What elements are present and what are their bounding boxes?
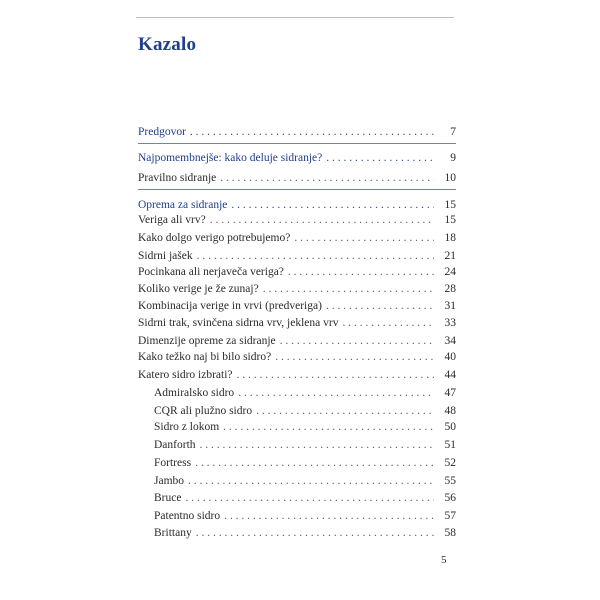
toc-entry-page: 48 — [444, 405, 456, 417]
toc-entry-pravilno-sidranje — [138, 170, 456, 186]
dot-leader — [275, 349, 434, 365]
dot-leader — [288, 264, 434, 280]
toc-entry-label: Kako težko naj bi bilo sidro? — [138, 351, 272, 363]
toc-entry-label: Pravilno sidranje — [138, 172, 217, 184]
toc-entry-label: Patentno sidro — [154, 510, 221, 522]
toc-entry-label: Dimenzije opreme za sidranje — [138, 335, 276, 347]
toc-entry-page: 21 — [444, 250, 456, 262]
toc-entry-page: 34 — [444, 335, 456, 347]
dot-leader — [238, 385, 434, 401]
toc-entry-page: 28 — [444, 283, 456, 295]
toc-entry-page: 31 — [444, 300, 456, 312]
dot-leader — [280, 333, 434, 349]
toc-entry-pocinkana-veriga — [138, 264, 456, 280]
top-rule — [136, 17, 454, 18]
toc-entry-label: Sidrni jašek — [138, 250, 193, 262]
toc-entry-label: Brittany — [154, 527, 192, 539]
toc-entry-kako-tezko-sidro — [138, 349, 456, 365]
toc-entry-label: Kako dolgo verigo potrebujemo? — [138, 232, 291, 244]
toc-entry-page: 7 — [450, 126, 456, 138]
toc-entry-bruce — [138, 490, 456, 506]
toc-entry-brittany — [138, 525, 456, 541]
dot-leader — [210, 212, 434, 228]
toc-entry-page: 57 — [444, 510, 456, 522]
toc-entry-page: 15 — [444, 214, 456, 226]
toc-entry-fortress — [138, 455, 456, 471]
dot-leader — [294, 230, 434, 246]
toc-entry-predgovor — [138, 124, 456, 140]
toc-entry-page: 58 — [444, 527, 456, 539]
toc-entry-sidro-z-lokom — [138, 419, 456, 435]
dot-leader — [197, 248, 434, 264]
toc-entry-najpomembnejse — [138, 150, 456, 166]
toc-entry-dimenzije-opreme — [138, 333, 456, 349]
section-divider — [138, 143, 456, 144]
toc-entry-katero-sidro — [138, 367, 456, 383]
toc-entry-label: Fortress — [154, 457, 192, 469]
dot-leader — [231, 197, 434, 213]
toc-entry-veriga-ali-vrv — [138, 212, 456, 228]
toc-entry-label: Najpomembnejše: kako deluje sidranje? — [138, 152, 323, 164]
toc-entry-page: 18 — [444, 232, 456, 244]
dot-leader — [326, 298, 434, 314]
toc-entry-kako-dolgo-verigo — [138, 230, 456, 246]
toc-entry-label: CQR ali plužno sidro — [154, 405, 253, 417]
section-divider — [138, 189, 456, 190]
toc-entry-kombinacija-verige — [138, 298, 456, 314]
dot-leader — [200, 437, 434, 453]
dot-leader — [185, 490, 434, 506]
toc-entry-label: Sidrni trak, svinčena sidrna vrv, jeklena vrv — [138, 317, 339, 329]
toc-entry-oprema-za-sidranje — [138, 197, 456, 213]
toc-entry-label: Predgovor — [138, 126, 186, 138]
toc-entry-sidrni-trak — [138, 315, 456, 331]
toc-entry-page: 15 — [444, 199, 456, 211]
toc-entry-label: Pocinkana ali nerjaveča veriga? — [138, 266, 284, 278]
dot-leader — [223, 419, 434, 435]
toc-entry-page: 47 — [444, 387, 456, 399]
toc-entry-page: 24 — [444, 266, 456, 278]
toc-entry-danforth — [138, 437, 456, 453]
toc-entry-label: Sidro z lokom — [154, 421, 220, 433]
toc-entry-page: 33 — [444, 317, 456, 329]
toc-entry-page: 50 — [444, 421, 456, 433]
dot-leader — [342, 315, 434, 331]
toc-entry-cqr-sidro — [138, 403, 456, 419]
toc-entry-label: Koliko verige je že zunaj? — [138, 283, 259, 295]
toc-entry-label: Bruce — [154, 492, 182, 504]
toc-entry-page: 55 — [444, 475, 456, 487]
toc-entry-admiralsko-sidro — [138, 385, 456, 401]
toc-entry-label: Jambo — [154, 475, 185, 487]
toc-entry-label: Kombinacija verige in vrvi (predveriga) — [138, 300, 322, 312]
toc-entry-page: 51 — [444, 439, 456, 451]
page-number: 5 — [441, 554, 447, 566]
toc-entry-page: 10 — [444, 172, 456, 184]
toc-entry-page: 52 — [444, 457, 456, 469]
toc-entry-label: Admiralsko sidro — [154, 387, 235, 399]
toc-entry-label: Oprema za sidranje — [138, 199, 228, 211]
page-title: Kazalo — [138, 34, 197, 55]
dot-leader — [196, 525, 434, 541]
dot-leader — [190, 124, 434, 140]
toc-entry-patentno-sidro — [138, 508, 456, 524]
dot-leader — [224, 508, 434, 524]
toc-entry-sidrni-jasek — [138, 248, 456, 264]
toc-entry-label: Veriga ali vrv? — [138, 214, 206, 226]
toc-entry-page: 40 — [444, 351, 456, 363]
dot-leader — [326, 150, 434, 166]
toc-entry-page: 9 — [450, 152, 456, 164]
dot-leader — [256, 403, 434, 419]
dot-leader — [263, 281, 434, 297]
toc-entry-page: 44 — [444, 369, 456, 381]
dot-leader — [188, 473, 434, 489]
toc-entry-koliko-verige — [138, 281, 456, 297]
toc-entry-label: Danforth — [154, 439, 196, 451]
toc-entry-jambo — [138, 473, 456, 489]
toc-entry-page: 56 — [444, 492, 456, 504]
dot-leader — [220, 170, 434, 186]
dot-leader — [195, 455, 434, 471]
toc-entry-label: Katero sidro izbrati? — [138, 369, 233, 381]
dot-leader — [237, 367, 434, 383]
